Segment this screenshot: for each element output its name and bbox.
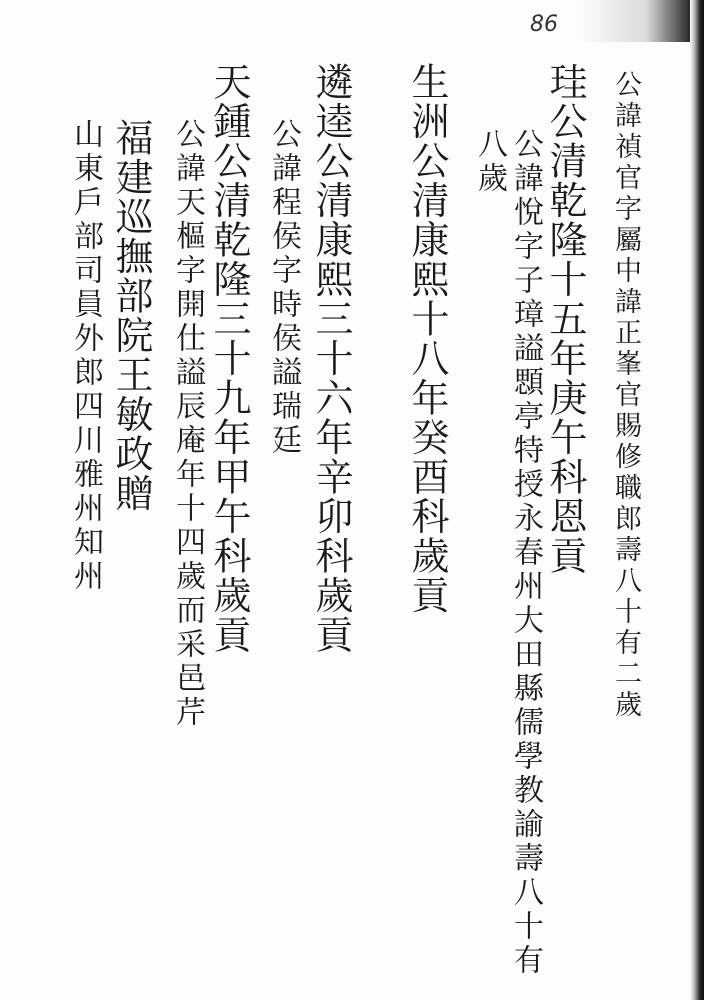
scan-shadow bbox=[580, 0, 690, 42]
column-10: 福建巡撫部院王敏政贈 bbox=[109, 118, 153, 513]
binding-edge bbox=[690, 0, 704, 1000]
column-4: 八歲 bbox=[472, 128, 507, 196]
column-5: 生洲公清康熙十八年癸酉科歲貢 bbox=[405, 62, 449, 615]
column-11: 山東戶部司員外郎四川雅州知州 bbox=[68, 118, 103, 594]
column-2: 珪公清乾隆十五年庚午科恩貢 bbox=[543, 62, 587, 576]
column-9: 公諱天樞字開仕謚辰庵年十四歲而采邑芹 bbox=[170, 118, 205, 730]
column-6: 遴逵公清康熙三十六年辛卯科歲貢 bbox=[309, 62, 353, 655]
column-7: 公諱程侯字時侯謚瑞廷 bbox=[266, 118, 301, 458]
column-8: 天鍾公清乾隆三十九年甲午科歲貢 bbox=[207, 62, 251, 655]
column-3: 公諱悅字子璋謚顋亭特授永春州大田縣儒學教諭壽八十有 bbox=[508, 128, 543, 978]
page-number: 86 bbox=[530, 12, 558, 37]
column-1: 公諱禎官字屬中諱正峯官賜修職郎壽八十有二歲 bbox=[610, 70, 641, 721]
